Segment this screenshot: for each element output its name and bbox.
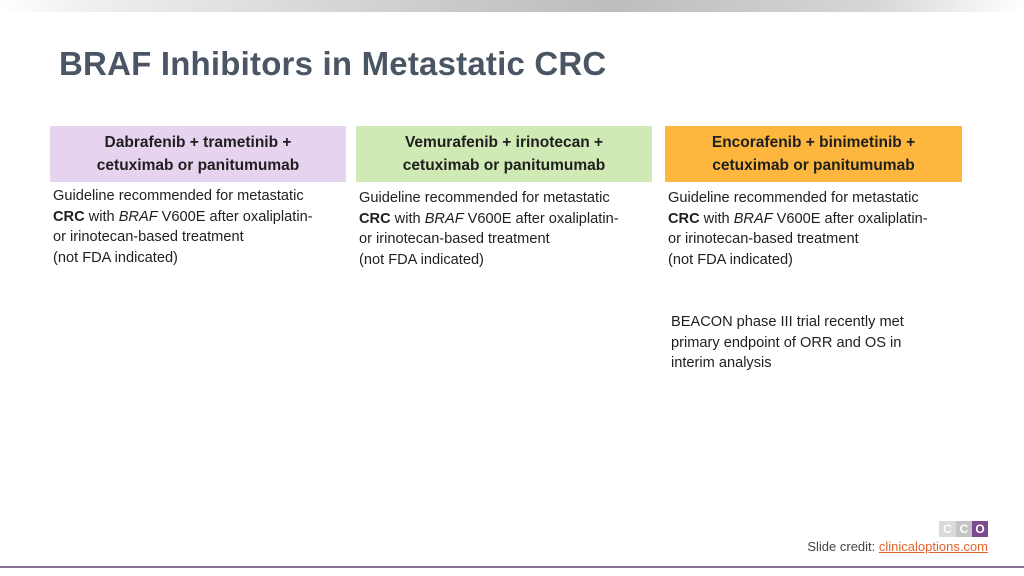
desc-line-3: or irinotecan-based treatment: [359, 231, 550, 247]
desc-line-4: (not FDA indicated): [359, 251, 484, 268]
desc-italic-braf: BRAF: [118, 208, 158, 225]
slide-credit: [807, 539, 988, 554]
column-header: [50, 126, 346, 182]
desc-line-1: Guideline recommended for metastatic: [53, 188, 304, 204]
header-line-2: cetuximab or panitumumab: [402, 157, 606, 174]
column-dabrafenib: [50, 126, 346, 268]
bottom-divider: [0, 566, 1024, 568]
header-line-1: Encorafenib + binimetinib +: [711, 134, 916, 151]
column-vemurafenib: [356, 126, 652, 270]
desc-italic-braf: BRAF: [424, 210, 464, 227]
header-line-1: Vemurafenib + irinotecan +: [404, 134, 604, 151]
desc-line-1: Guideline recommended for metastatic: [359, 190, 610, 206]
desc-italic-braf: BRAF: [733, 210, 773, 227]
desc-line-2: [53, 207, 346, 228]
desc-bold-crc: CRC: [668, 210, 700, 227]
beacon-trial-note: BEACON phase III trial recently met primary endpoint of ORR and OS in interim analysis: [671, 314, 904, 371]
header-line-2: cetuximab or panitumumab: [712, 157, 915, 174]
credit-label: Slide credit:: [807, 539, 879, 554]
desc-with: with: [390, 210, 425, 227]
column-description: [50, 186, 346, 268]
credit-link[interactable]: clinicaloptions.com: [878, 539, 988, 554]
desc-with: with: [699, 210, 734, 227]
column-description: [356, 188, 652, 270]
desc-line-2: [359, 209, 652, 230]
column-description: [665, 188, 962, 270]
desc-rest: V600E after oxaliplatin-: [772, 210, 928, 227]
top-gradient-band: [0, 0, 1024, 12]
desc-line-4: (not FDA indicated): [53, 249, 178, 266]
desc-rest: V600E after oxaliplatin-: [463, 210, 619, 227]
desc-line-4: (not FDA indicated): [668, 251, 793, 268]
logo-letter-c2: C: [956, 521, 972, 537]
desc-line-2: [668, 209, 962, 230]
desc-line-3: or irinotecan-based treatment: [53, 229, 244, 245]
desc-bold-crc: CRC: [359, 210, 391, 227]
header-line-2: cetuximab or panitumumab: [96, 157, 300, 174]
desc-line-1: Guideline recommended for metastatic: [668, 190, 919, 206]
column-header: [665, 126, 962, 182]
desc-line-3: or irinotecan-based treatment: [668, 231, 859, 247]
desc-with: with: [84, 208, 119, 225]
desc-rest: V600E after oxaliplatin-: [157, 208, 313, 225]
logo-letter-c1: C: [939, 521, 956, 537]
column-encorafenib: [665, 126, 962, 374]
column-header: [356, 126, 652, 182]
slide-title: BRAF Inhibitors in Metastatic CRC: [59, 45, 607, 82]
logo-letter-o: O: [972, 521, 988, 537]
cco-logo: [939, 521, 988, 537]
desc-bold-crc: CRC: [53, 208, 85, 225]
header-line-1: Dabrafenib + trametinib +: [104, 134, 292, 151]
